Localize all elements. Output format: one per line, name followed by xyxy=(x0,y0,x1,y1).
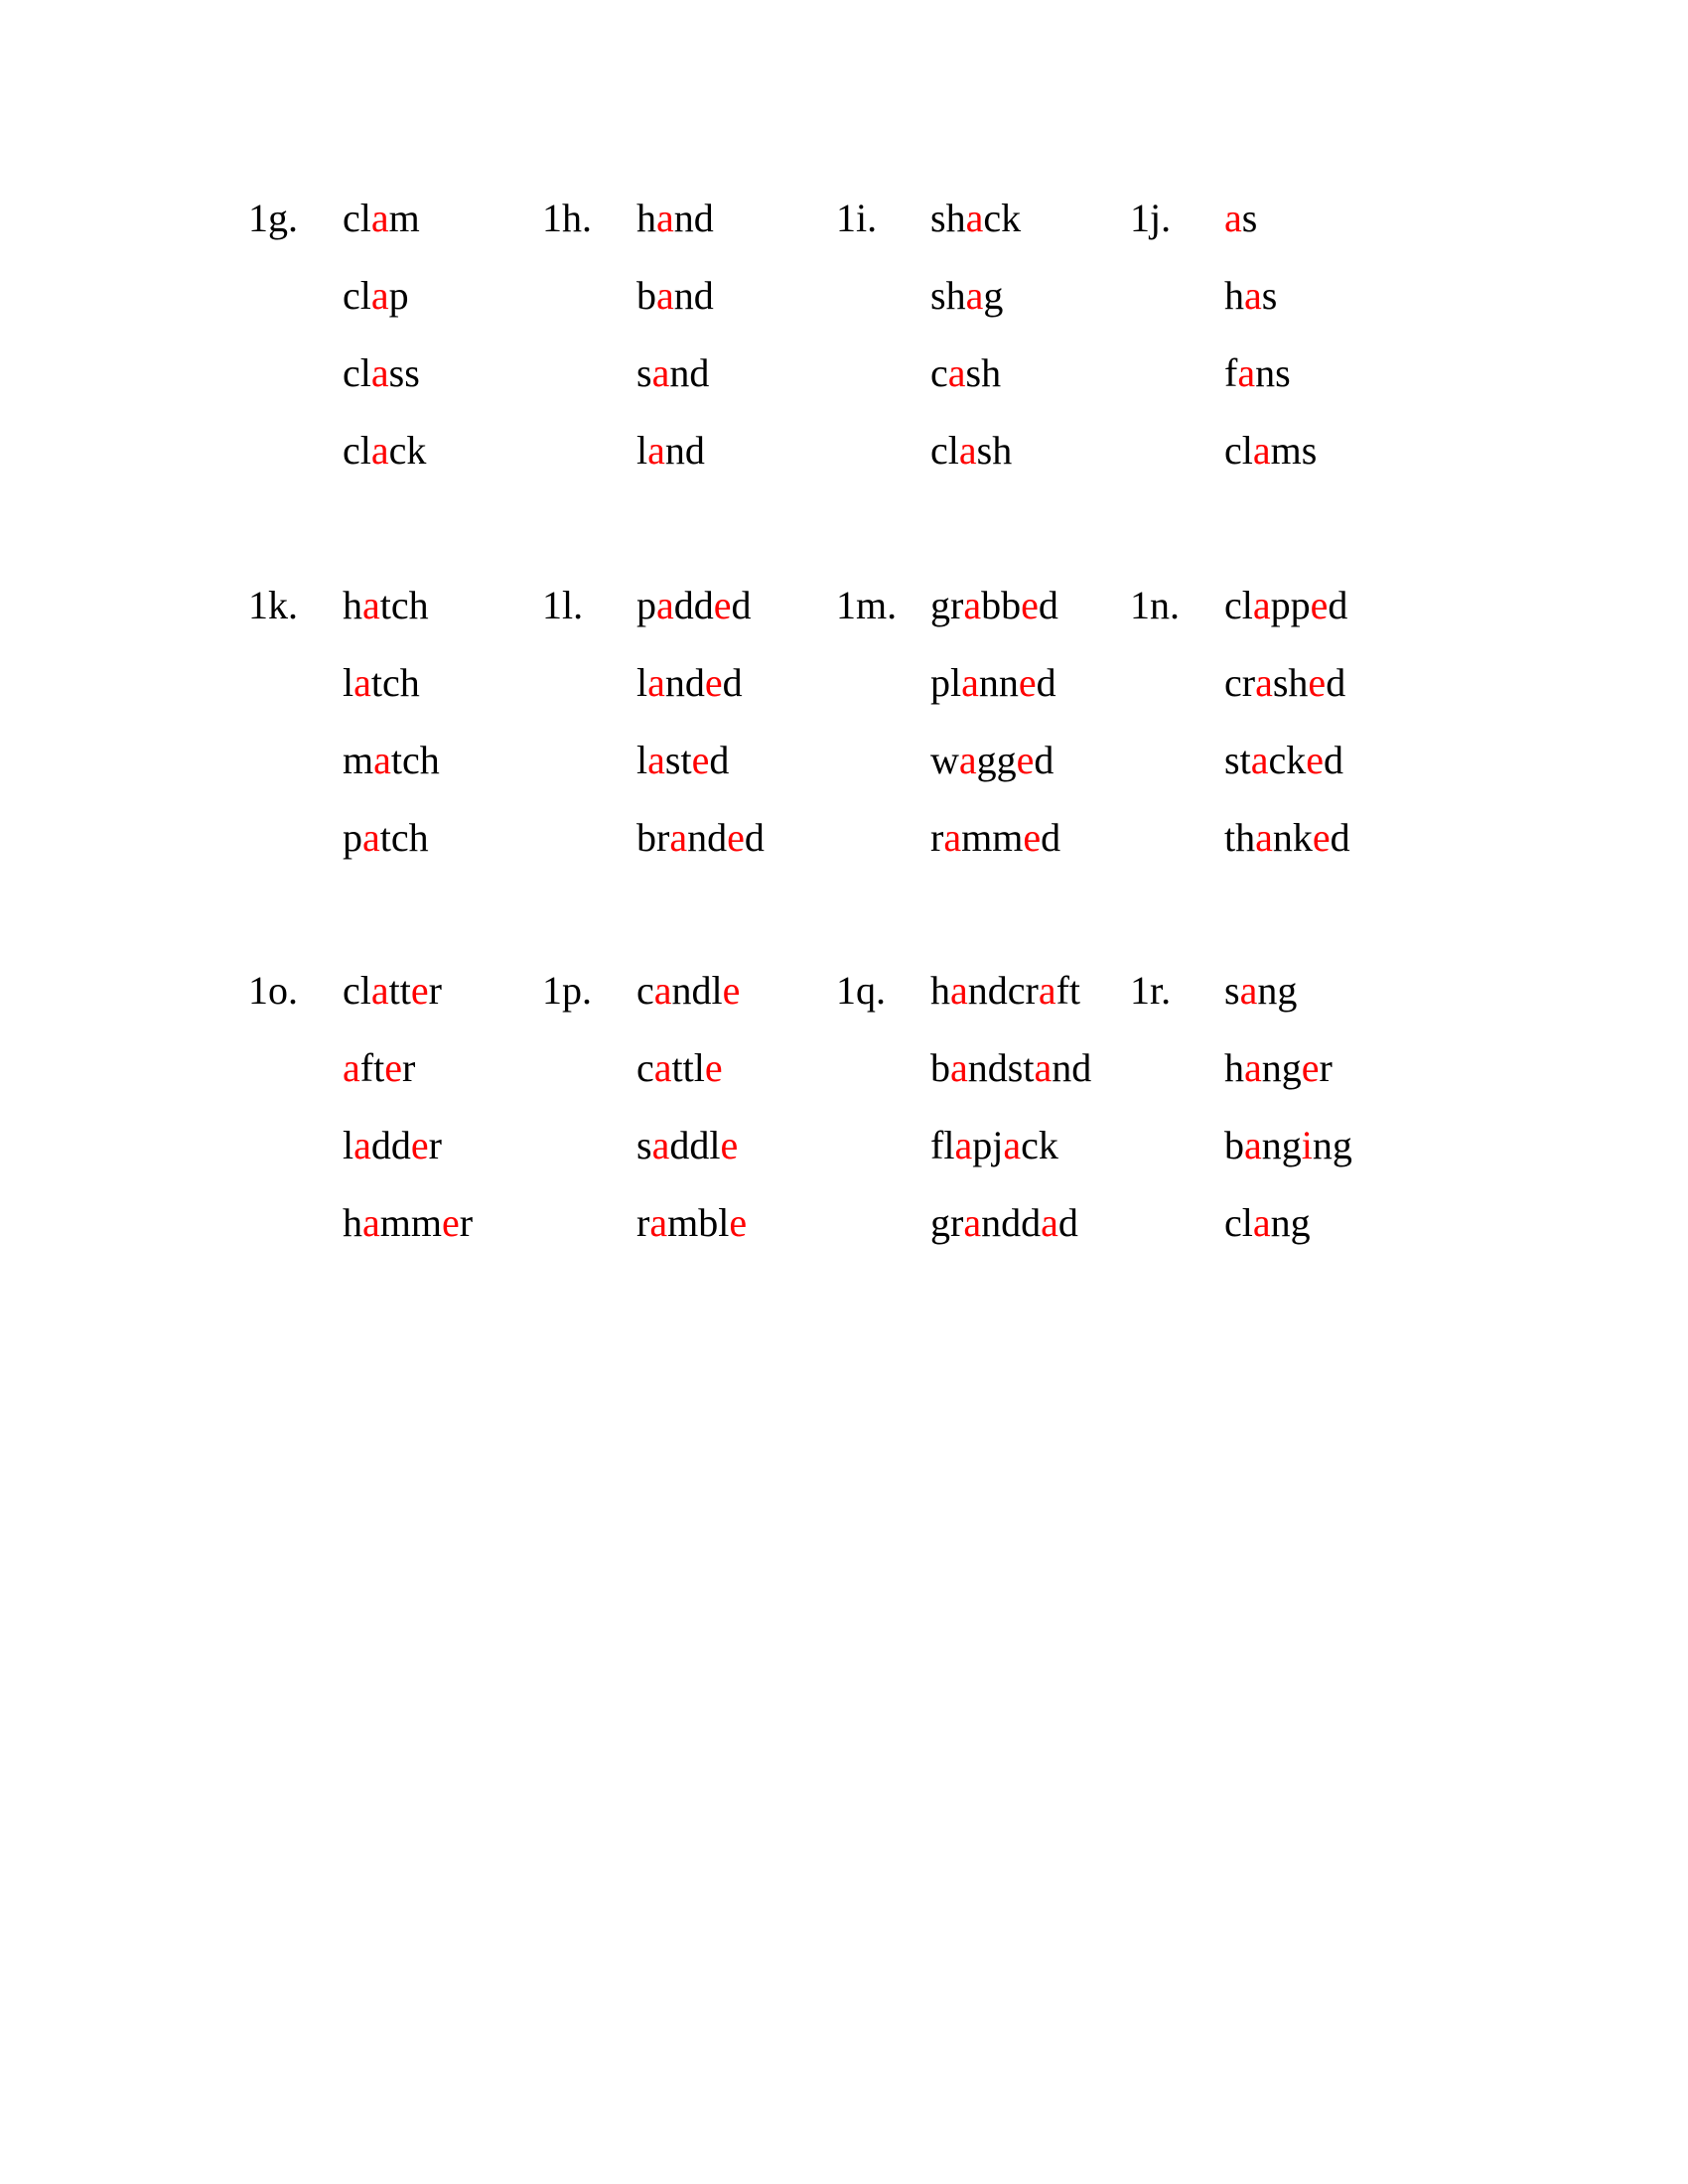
word-segment: sh xyxy=(930,273,966,318)
group-label: 1j. xyxy=(1130,196,1172,240)
word xyxy=(1224,583,1348,627)
highlighted-letter: a xyxy=(1224,196,1242,240)
word-segment: bb xyxy=(981,583,1022,627)
word-segment: sh xyxy=(930,196,966,240)
word-segment: ck xyxy=(983,196,1022,240)
word xyxy=(636,738,730,782)
group-label: 1l. xyxy=(542,583,584,627)
word-segment: r xyxy=(401,1045,416,1090)
highlighted-letter: a xyxy=(965,273,984,318)
word-segment: ms xyxy=(1270,428,1318,473)
word xyxy=(636,428,705,473)
highlighted-letter: e xyxy=(410,968,429,1013)
word-segment: r xyxy=(636,1200,650,1245)
word-segment: g xyxy=(983,273,1004,318)
word-segment: s xyxy=(1241,196,1258,240)
group-label: 1g. xyxy=(248,196,298,240)
group-label: 1n. xyxy=(1130,583,1180,627)
highlighted-letter: a xyxy=(370,196,389,240)
word-segment: ss xyxy=(388,350,420,395)
word xyxy=(636,1200,748,1245)
word-segment: s xyxy=(636,1123,652,1167)
word-segment: d xyxy=(1330,815,1350,860)
word xyxy=(1224,738,1343,782)
highlighted-letter: e xyxy=(729,1200,748,1245)
word-segment: ng xyxy=(1261,1045,1302,1090)
highlighted-letter: a xyxy=(669,815,688,860)
word xyxy=(343,968,442,1013)
word-segment: h xyxy=(343,1200,362,1245)
word-segment: pp xyxy=(1270,583,1311,627)
word-segment: tt xyxy=(388,968,411,1013)
word xyxy=(343,350,420,395)
group-label: 1k. xyxy=(248,583,298,627)
word-segment: ndst xyxy=(967,1045,1035,1090)
word-segment: r xyxy=(1319,1045,1333,1090)
word xyxy=(636,273,714,318)
word-segment: d xyxy=(1057,1200,1078,1245)
highlighted-letter: a xyxy=(1255,815,1273,860)
highlighted-letter: a xyxy=(370,350,389,395)
highlighted-letter: a xyxy=(950,1045,968,1090)
word-segment: st xyxy=(664,738,692,782)
word-segment: cl xyxy=(343,196,371,240)
word-segment: nd xyxy=(669,350,710,395)
group-label: 1r. xyxy=(1130,968,1172,1013)
word-segment: ndl xyxy=(671,968,723,1013)
word-segment: cl xyxy=(1224,428,1253,473)
word xyxy=(930,196,1022,240)
word-segment: ng xyxy=(1257,968,1298,1013)
highlighted-letter: a xyxy=(353,660,371,705)
word-segment: nd xyxy=(673,273,714,318)
word-segment: mbl xyxy=(667,1200,730,1245)
highlighted-letter: a xyxy=(373,738,391,782)
highlighted-letter: e xyxy=(1308,660,1327,705)
highlighted-letter: e xyxy=(691,738,710,782)
highlighted-letter: a xyxy=(656,196,674,240)
word-segment: ck xyxy=(388,428,427,473)
word-segment: ft xyxy=(1055,968,1081,1013)
highlighted-letter: a xyxy=(965,196,984,240)
word xyxy=(1224,1123,1352,1167)
word-segment: sh xyxy=(1272,660,1309,705)
word-segment: pj xyxy=(972,1123,1004,1167)
highlighted-letter: a xyxy=(943,815,962,860)
word-group xyxy=(1130,583,1428,913)
word-segment: dd xyxy=(370,1123,411,1167)
word xyxy=(636,350,710,395)
highlighted-letter: e xyxy=(1021,583,1039,627)
word-group xyxy=(542,196,840,526)
highlighted-letter: a xyxy=(1244,1123,1262,1167)
word xyxy=(1224,1045,1333,1090)
highlighted-letter: a xyxy=(958,738,977,782)
word-segment: h xyxy=(1224,273,1244,318)
highlighted-letter: a xyxy=(362,583,380,627)
word-segment: h xyxy=(636,196,656,240)
word xyxy=(930,660,1056,705)
word-group xyxy=(836,583,1134,913)
word-segment: r xyxy=(930,815,944,860)
word-group xyxy=(1130,196,1428,526)
highlighted-letter: a xyxy=(651,1123,670,1167)
word-segment: d xyxy=(731,583,752,627)
highlighted-letter: a xyxy=(647,738,665,782)
highlighted-letter: e xyxy=(1310,583,1329,627)
word-segment: w xyxy=(930,738,959,782)
highlighted-letter: a xyxy=(1244,1045,1262,1090)
highlighted-letter: a xyxy=(370,968,389,1013)
word-segment: ck xyxy=(1021,1123,1058,1167)
word-segment: ck xyxy=(1268,738,1307,782)
highlighted-letter: a xyxy=(1041,1200,1058,1245)
highlighted-letter: e xyxy=(410,1123,429,1167)
highlighted-letter: a xyxy=(649,1200,668,1245)
highlighted-letter: a xyxy=(954,1123,973,1167)
word-segment: d xyxy=(722,660,743,705)
highlighted-letter: a xyxy=(362,1200,380,1245)
word xyxy=(343,1123,442,1167)
word-segment: cl xyxy=(343,350,371,395)
group-label: 1p. xyxy=(542,968,592,1013)
highlighted-letter: i xyxy=(1301,1123,1313,1167)
word-group xyxy=(1130,968,1428,1298)
highlighted-letter: a xyxy=(963,1200,982,1245)
highlighted-letter: a xyxy=(1252,1200,1271,1245)
highlighted-letter: a xyxy=(1255,660,1273,705)
highlighted-letter: a xyxy=(963,583,982,627)
word-segment: sh xyxy=(965,350,1002,395)
word-group xyxy=(542,583,840,913)
highlighted-letter: e xyxy=(727,815,745,860)
word-segment: p xyxy=(636,583,656,627)
word xyxy=(636,660,743,705)
word-segment: s xyxy=(1224,968,1240,1013)
word xyxy=(343,738,440,782)
highlighted-letter: a xyxy=(1038,968,1056,1013)
word-segment: cl xyxy=(343,428,371,473)
group-label: 1m. xyxy=(836,583,898,627)
word-segment: d xyxy=(1038,583,1058,627)
word xyxy=(930,968,1081,1013)
highlighted-letter: e xyxy=(722,968,741,1013)
highlighted-letter: a xyxy=(653,1045,672,1090)
word-segment: fl xyxy=(930,1123,955,1167)
word-segment: c xyxy=(930,350,948,395)
word xyxy=(636,196,714,240)
word-group xyxy=(248,196,546,526)
word-segment: ft xyxy=(359,1045,385,1090)
word xyxy=(343,428,427,473)
word-segment: d xyxy=(1034,738,1055,782)
word-segment: ttl xyxy=(671,1045,705,1090)
word-segment: nd xyxy=(673,196,714,240)
word-segment: d xyxy=(1323,738,1343,782)
highlighted-letter: a xyxy=(362,815,380,860)
word-group xyxy=(836,968,1134,1298)
word-segment: c xyxy=(636,968,654,1013)
highlighted-letter: e xyxy=(384,1045,402,1090)
word-segment: d xyxy=(1036,660,1056,705)
highlighted-letter: a xyxy=(353,1123,371,1167)
highlighted-letter: e xyxy=(1016,738,1035,782)
group-label: 1i. xyxy=(836,196,878,240)
word-segment: ndcr xyxy=(967,968,1039,1013)
word xyxy=(1224,968,1298,1013)
word xyxy=(930,1045,1092,1090)
word-segment: sh xyxy=(976,428,1013,473)
word-segment: b xyxy=(930,1045,950,1090)
highlighted-letter: a xyxy=(370,273,389,318)
word-group xyxy=(248,968,546,1298)
word-segment: b xyxy=(636,273,656,318)
word xyxy=(930,583,1058,627)
word-segment: ns xyxy=(1255,350,1291,395)
word xyxy=(1224,1200,1311,1245)
word xyxy=(1224,350,1291,395)
word-segment: ndd xyxy=(981,1200,1042,1245)
highlighted-letter: e xyxy=(720,1123,739,1167)
word-segment: nd xyxy=(1052,1045,1092,1090)
word-segment: tch xyxy=(379,583,429,627)
highlighted-letter: e xyxy=(1312,815,1331,860)
word-segment: nd xyxy=(664,428,705,473)
word-segment: ng xyxy=(1312,1123,1352,1167)
word xyxy=(930,738,1055,782)
word-segment: d xyxy=(709,738,730,782)
word-segment: c xyxy=(636,1045,654,1090)
highlighted-letter: a xyxy=(947,350,966,395)
word-segment: ng xyxy=(1270,1200,1311,1245)
word-segment: cl xyxy=(343,968,371,1013)
word-segment: mm xyxy=(379,1200,442,1245)
word-segment: th xyxy=(1224,815,1256,860)
word-segment: r xyxy=(428,968,442,1013)
word xyxy=(636,815,765,860)
highlighted-letter: a xyxy=(1252,583,1271,627)
word-segment: p xyxy=(388,273,409,318)
word-segment: tch xyxy=(379,815,429,860)
word-segment: s xyxy=(1261,273,1278,318)
word-segment: d xyxy=(744,815,765,860)
word-segment: cl xyxy=(343,273,371,318)
word-segment: h xyxy=(930,968,950,1013)
highlighted-letter: a xyxy=(656,583,674,627)
highlighted-letter: a xyxy=(1034,1045,1053,1090)
word-segment: nk xyxy=(1272,815,1313,860)
highlighted-letter: e xyxy=(1306,738,1324,782)
word xyxy=(1224,273,1278,318)
group-label: 1o. xyxy=(248,968,298,1013)
word-segment: m xyxy=(343,738,374,782)
word-segment: r xyxy=(428,1123,442,1167)
highlighted-letter: a xyxy=(656,273,674,318)
word-segment: d xyxy=(1041,815,1061,860)
highlighted-letter: a xyxy=(1250,738,1269,782)
highlighted-letter: a xyxy=(1239,968,1258,1013)
highlighted-letter: a xyxy=(958,428,977,473)
word-segment: p xyxy=(343,815,362,860)
group-label: 1q. xyxy=(836,968,886,1013)
word xyxy=(1224,428,1318,473)
highlighted-letter: e xyxy=(1023,815,1042,860)
word-segment: ng xyxy=(1261,1123,1302,1167)
highlighted-letter: e xyxy=(442,1200,460,1245)
highlighted-letter: e xyxy=(713,583,732,627)
word-segment: m xyxy=(388,196,420,240)
word xyxy=(343,660,420,705)
word xyxy=(930,1123,1058,1167)
word-segment: b xyxy=(1224,1123,1244,1167)
word xyxy=(1224,815,1350,860)
highlighted-letter: a xyxy=(647,428,665,473)
highlighted-letter: e xyxy=(1301,1045,1320,1090)
word-segment: nd xyxy=(687,815,728,860)
word xyxy=(1224,196,1258,240)
word-segment: r xyxy=(459,1200,474,1245)
word xyxy=(343,273,409,318)
word-segment: gr xyxy=(930,1200,964,1245)
word-segment: tch xyxy=(370,660,420,705)
word xyxy=(636,968,741,1013)
word-segment: nn xyxy=(978,660,1019,705)
word-segment: pl xyxy=(930,660,962,705)
word xyxy=(930,428,1013,473)
word-segment: st xyxy=(1224,738,1251,782)
word xyxy=(343,1200,474,1245)
highlighted-letter: a xyxy=(647,660,665,705)
word-group xyxy=(542,968,840,1298)
word-segment: nd xyxy=(664,660,705,705)
highlighted-letter: e xyxy=(704,660,723,705)
word-group xyxy=(836,196,1134,526)
highlighted-letter: a xyxy=(651,350,670,395)
highlighted-letter: a xyxy=(653,968,672,1013)
word-segment: l xyxy=(636,428,648,473)
word-segment: cl xyxy=(1224,1200,1253,1245)
highlighted-letter: a xyxy=(370,428,389,473)
word-segment: f xyxy=(1224,350,1238,395)
word-segment: cr xyxy=(1224,660,1256,705)
word-segment: gr xyxy=(930,583,964,627)
word xyxy=(636,1123,739,1167)
highlighted-letter: e xyxy=(704,1045,723,1090)
group-label: 1h. xyxy=(542,196,592,240)
word xyxy=(930,350,1002,395)
highlighted-letter: a xyxy=(961,660,979,705)
word-segment: cl xyxy=(930,428,959,473)
word-segment: cl xyxy=(1224,583,1253,627)
word xyxy=(343,1045,416,1090)
word-group xyxy=(248,583,546,913)
word xyxy=(1224,660,1346,705)
highlighted-letter: e xyxy=(1018,660,1037,705)
word-segment: l xyxy=(636,738,648,782)
word xyxy=(636,583,752,627)
word-segment: s xyxy=(636,350,652,395)
word-segment: l xyxy=(343,1123,354,1167)
highlighted-letter: a xyxy=(950,968,968,1013)
highlighted-letter: a xyxy=(343,1045,360,1090)
word xyxy=(930,1200,1078,1245)
word-segment: ddl xyxy=(669,1123,721,1167)
highlighted-letter: a xyxy=(1003,1123,1022,1167)
word-segment: d xyxy=(1326,660,1346,705)
word xyxy=(343,583,429,627)
word xyxy=(930,273,1004,318)
word-segment: l xyxy=(636,660,648,705)
highlighted-letter: a xyxy=(1252,428,1271,473)
word-segment: l xyxy=(343,660,354,705)
word-segment: d xyxy=(1328,583,1348,627)
word-segment: tch xyxy=(390,738,440,782)
word-segment: br xyxy=(636,815,670,860)
word-segment: h xyxy=(343,583,362,627)
word-segment: mm xyxy=(961,815,1024,860)
highlighted-letter: a xyxy=(1244,273,1262,318)
word xyxy=(930,815,1061,860)
word-segment: dd xyxy=(673,583,714,627)
word xyxy=(343,815,429,860)
word xyxy=(636,1045,723,1090)
word-segment: h xyxy=(1224,1045,1244,1090)
highlighted-letter: a xyxy=(1237,350,1256,395)
word-segment: gg xyxy=(976,738,1017,782)
word xyxy=(343,196,420,240)
